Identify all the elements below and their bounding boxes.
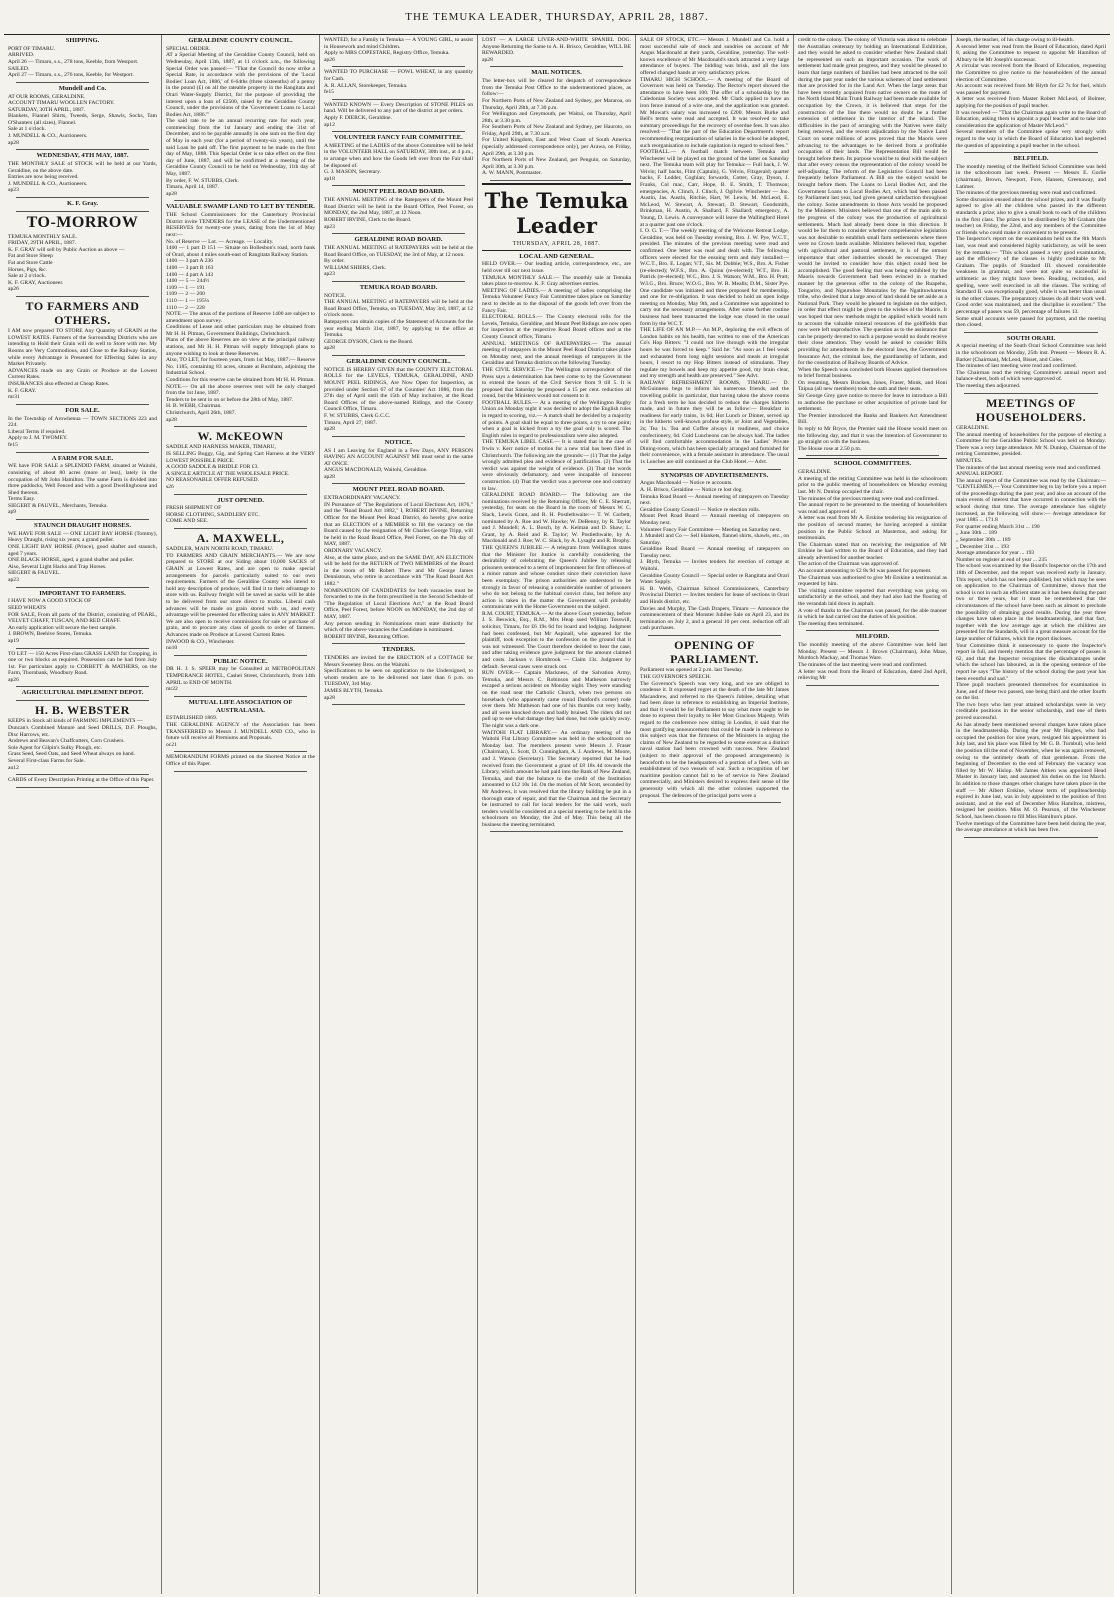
rule-divider	[16, 452, 149, 453]
masthead	[482, 183, 631, 251]
article-body: SPECIAL ORDER. AT a Special Meeting of the Geraldine County Council, held on Wednesday, April 13th, 1887, at 11 o'clock a.m., the following Special Order was passed:— "That the Council do now strike a Special Rate, in accordance with the provisions of the 'Local Bodies' Loan Act, 1886,' of 6-64ths (three sixteenths) of a penny in the pound (£) on all the rateable property in the Rangitata and Orari Water-Supply District, for the purpose of providing the interest upon a loan of £2500, raised by the Geraldine County Council, under the provisions of the 'Government Loans to Local Bodies Act, 1886.'" The said rate to be an annual recurring rate for each year, commencing from the 1st January and ending the 31st of December, and to be payable annually in one sum on the first day of May in each year (for a period of twenty-six years), until the said Loan be paid off. The first payment to be made on the first day of May, 1888. This Special Order is to take effect on the first day of June, 1887, and will be confirmed at a meeting of the Geraldine County Council to be held on Wednesday, 11th day of May, 1887. By order, F. W. STUBBS, Clerk. Timaru, April 14, 1887. ap28	[166, 45, 315, 197]
article-heading: TO-MORROW	[26, 213, 139, 231]
rule-divider	[490, 66, 623, 67]
column-2	[162, 35, 320, 1594]
article-block	[8, 455, 157, 517]
rule-divider	[174, 751, 307, 752]
rule-divider	[332, 99, 465, 100]
article-heading: VOLUNTEER FANCY FAIR COMMITTEE.	[334, 134, 463, 142]
rule-divider	[648, 635, 781, 636]
article-heading: A. MAXWELL,	[196, 531, 285, 546]
rule-divider	[332, 66, 465, 67]
article-heading: LOCAL AND GENERAL.	[519, 252, 594, 260]
rule-divider	[964, 332, 1098, 333]
masthead-date: THURSDAY, APRIL 28, 1887.	[512, 240, 601, 247]
article-body: The letter-box will be cleared for despatch of correspondence from the Temuka Post Office to the undermentioned places, as follow:— For Northern Ports of New Zealand and Sydney, per Mararoa, on Thursday, April 28th, at 7.30 p.m. For Wellington and Greymouth, per Waitui, on Thursday, April 28th, at 3.30 p.m. For Southern Ports of New Zealand and Sydney, per Hauroto, on Friday, April 29th, at 7.30 a.m. For United Kingdom, East and West Coast of South America (specially addressed correspondence only), per Arawa, on Friday, April 29th, at 3.30 p.m. For Northern Ports of New Zealand, per Penguin, on Saturday, April 30th, at 3.30 p.m. A. W. MANN, Postmaster.	[482, 78, 631, 177]
article-heading: GERALDINE COUNTY COUNCIL.	[188, 37, 293, 44]
article-body: WANTED KNOWN — Every Description of STONE PILES on hand. Will be delivered to any part of the district at per orders. Apply F. DIERCK, Geraldine. ap12	[324, 101, 473, 128]
rule-divider	[332, 233, 465, 234]
article-body: WE HAVE FOR SALE — ONE LIGHT BAY HORSE (Tommy), Heavy Draught, rising six years; a grand puller. ONE LIGHT BAY HORSE (Prince), good shafter and staunch, aged 7 years. ONE BLACK HORSE, aged, a grand shafter and puller. Also, Several Light Hacks and Trap Horses. SIEGERT & FAUVEL. ap23	[8, 530, 157, 583]
article-block	[166, 429, 315, 490]
rule-divider	[332, 704, 465, 705]
article-block	[8, 689, 157, 697]
article-body: Angus Macdonald — Notice re accounts. A. H. Brisco, Geraldine — Notice re lost dog. Temuka Road Board — Annual meeting of ratepayers on Tuesday next. Geraldine County Council — Notice re election rolls. Mount Peel Road Board — Annual meeting of ratepayers on Monday next. Volunteer Fancy Fair Committee — Meeting on Saturday next. J. Mundell and Co — Sell blankets, flannel shirts, shawls, etc., on Saturday. Geraldine Road Board — Annual meeting of ratepayers on Tuesday next. J. Blyth, Temuka — Invites tenders for erection of cottage at Waitohi. Geraldine County Council — Special order re Rangitata and Orari Water Supply. H. B. Webb, Chairman School Commissioners, Canterbury Provincial District — Invites tenders for lease of sections in Orari and Hinds district, etc. Davies and Murphy, The Cash Drapers, Timaru — Announce the commencement of their Monster Jubilee Sale on April 23, and its termination on July 2, and a general 10 per cent. reduction off all cash purchases.	[640, 480, 789, 632]
rule-divider	[490, 180, 623, 181]
article-block	[482, 69, 631, 177]
rule-divider	[174, 655, 307, 656]
rule-divider	[964, 837, 1098, 838]
article-block	[166, 531, 315, 652]
rule-divider	[332, 185, 465, 186]
article-block	[324, 439, 473, 481]
article-heading: MEETINGS OF HOUSEHOLDERS.	[975, 395, 1087, 424]
article-block	[166, 754, 315, 767]
article-block	[324, 358, 473, 433]
article-body: TO LET — 150 Acres First-class GRASS LAND for Cropping, in one or two blocks as required. Possession can be had from July 1st. For particulars apply to CORBETT & MATHERS, on the Farm, Thornbank, Woodbury Road. ap26	[8, 650, 157, 683]
article-heading: BELFIELD.	[1013, 155, 1049, 163]
article-body: WE have FOR SALE a SPLENDID FARM, situated at Waitohi, consisting of about 80 acres (more or less), lately in the occupation of Mr John Hamilton. The same Farm is divided into three paddocks, Well Fenced and with a good Dwellinghouse and Shed thereon. Terms Easy. SIEGERT & FAUVEL, Merchants, Temuka. ap9	[8, 463, 157, 516]
article-body: MEMORANDUM FORMS printed on the Shortest Notice at the Office of this Paper.	[166, 754, 317, 767]
article-block	[8, 703, 157, 771]
article-body: KEEPS in Stock all kinds of FARMING IMPLEMENTS — Duncan's Combined Manure and Seed DRILLS, D.F. Ploughs, Disc Harrows, etc. Andrews and Beavan's Chaffcutters, Corn Crushers. Sole Agent for Gilpin's Sulky Plough, etc. Grass Seed, Seed Oats, and Seed Wheat always on hand. Several First-class Farms for Sale. au12	[8, 718, 157, 771]
article-heading: TENDERS.	[382, 646, 415, 654]
article-block	[798, 633, 947, 681]
column-7	[952, 35, 1110, 1594]
article-body: Parliament was opened at 2 p.m. last Tuesday. THE GOVERNOR'S SPEECH. The Governor's Speech was very long, and we are obliged to condense it. It expressed regret at the death of the late Mr James Macandrew, and referred to the Queen's Jubilee, detailing what had been done in reference to establishing an Imperial Institute, and that it would be for Parliament to say what more ought to be done to express their loyalty to Her Most Gracious Majesty. With regard to the conference now sitting in London, it said that the most gratifying announcement that could be made in reference to this subject was that the firmness of the Ministers in urging the claims of New Zealand to be regarded to some extent as a distinct naval station had been crowned with success. New Zealand (subject to their approval of the proposed arrangements) is henceforth to be the headquarters of a portion of a fleet, with an establishment of two vessels of war. Such a recognition of her maritime position cannot fail to be of service to New Zealand commercially, and Ministers desired to express their sense of the generosity with which all the other colonies supported the proposal. The defences of the principal ports were a	[640, 667, 789, 799]
article-block	[8, 522, 157, 584]
article-block	[8, 777, 157, 784]
rule-divider	[16, 211, 149, 212]
article-block	[798, 458, 947, 627]
article-heading: TO FARMERS AND OTHERS.	[25, 298, 140, 328]
article-block	[8, 152, 157, 194]
rule-divider	[806, 685, 939, 686]
article-body: THE MONTHLY SALE of STOCK will be held at our Yards, Geraldine, on the above date. Entries are now being received. J. MUNDELL & CO., Auctioneers. ap23	[8, 161, 157, 194]
rule-divider	[16, 787, 149, 788]
rule-divider	[174, 426, 307, 427]
rule-divider	[16, 519, 149, 520]
article-body: PORT OF TIMARU. ARRIVED. April 26 — Timaru, s.s., 278 tons, Keeble, from Westport. SAILED. April 27 — Timaru, s.s., 276 tons, Keeble, for Westport.	[8, 45, 139, 79]
article-body: TENDERS are invited for the ERECTION of a COTTAGE for Messrs Sweeney Bros. on the Waitohi. Specifications to be seen on application to the Undersigned, to whom tenders are to be delivered not later than 6 p.m. on TUESDAY, 3rd May. JAMES BLYTH, Temuka. ap28	[324, 655, 473, 701]
article-body: AT OUR ROOMS, GERALDINE. ACCOUNT TIMARU WOOLLEN FACTORY. SATURDAY, 30TH APRIL, 1887. Blankets, Flannel Shirts, Tweeds, Serge, Shawls, Socks, Tam O'Shanters (all sizes), Flannel. Sale at 1 o'clock. J. MUNDELL & CO., Auctioneers. ap28	[8, 93, 157, 146]
rule-divider	[332, 643, 465, 644]
article-heading: W. McKEOWN	[197, 429, 284, 444]
article-block	[324, 134, 473, 182]
article-heading: MAIL NOTICES.	[531, 69, 582, 77]
article-body: The monthly meeting of the Belfield School Committee was held in the schoolroom last week. Present — Messrs E. Gorlie (chairman), Brown, Newport, Fore, Hansen, Greenaway, and Latimer. The minutes of the previous meeting were read and confirmed. Some discussion ensued about the school prizes, and it was finally agreed to give all the children who passed in the different standards a prize; also to give a small book to each of the children in the first class. The prizes to be distributed by Mr Graham (the teacher) on Friday, the 22nd, and any members of the Committee or friends who could make it convenient to be present. The Inspector's report on the examination held on the 8th March last, was read and considered highly satisfactory, as will be seen by the remarks:— "This school passed a very good examination, and the efficiency of the classes is highly creditable to Mr Graham. The pupils of Standard III. showed considerable weakness in grammar, and were not quite so successful in arithmetic as they might have been. Reading, recitation, and spelling, were well exercised in all the classes. The writing of Standard II. was exceptionally good, while it was better than usual in the other classes. The preparatory classes do all their work well. Good order was maintained, and the discipline is excellent." The percentage of passes was 59, percentage of failures 13. Some small accounts were passed for payment, and the meeting then closed.	[956, 163, 1106, 329]
rule-divider	[332, 483, 465, 484]
article-body: GERALDINE. The annual meeting of householders for the purpose of electing a Committee for the Geraldine Public School was held on Monday. There was a very large attendance. Mr N. Dunlop, Chairman of the retiring Committee, presided. MINUTES. The minutes of the last annual meeting were read and confirmed. ANNUAL REPORT. The annual report of the Committee was read by the Chairman:— "GENTLEMEN,— Your Committee beg to lay before you a report of the proceedings during the past year, and also an account of the main events of interest that have occurred in connection with the school during that time. The average attendance has slightly increased, as the following will show:— Average attendance for year 1885 ... 171.8 For quarter ending March 31st ... 190 „ June 30th ... 189 „ September 30th ... 189 „ December 31st ... 193 Average attendance for year ... 193 Number on register at end of year ... 235 The school was examined by the Board's Inspector on the 17th and 18th of December, and the report was received early in January. This report, which has not been published, but which may be seen on application to the Chairman of Committee, shows that the school is not in such an efficient state as it has been during the past two or three years, but it must be remembered that the circumstances of the school have been such as almost to preclude the possibility of obtaining good results. During the year three changes have taken place in the headmastership, and that fact, together with the low average age at which the children are presented for the Standards, will in a great measure account for the large number of failures, which the report discloses. Your Committee think it unnecessary to quote the Inspector's report in full, and merely mention that the percentage of passes is 62, and that the Inspector recognises the disadvantages under which the school has laboured, as in the opening sentence of the report he says "The history of the school during the past year has been eventful and sad." Three pupil teachers presented themselves for examination in June, and of these two passed, one being third and the other fourth on the list. The two boys who last year attained scholarships were in very creditable positions in the senior scholarship, and one of them proved successful. As has already been mentioned several changes have taken place in the headmastership. During the year Mr Hughes, who had occupied the position for nine years, resigned his appointment in July last, and his place was filled by Mr G. B. Turnbull, who held the position till the end of November, when he was again removed, owing to the untimely death of that gentleman. From the beginning of December to the end of February the vacancy was filled by Mr W. Hislop. Mr James Aitken was appointed Head Master in January last, and assumed his duties on the 1st March. In addition to those changes other changes have taken place in the staff — Mr Albert Erskine, whose term of pupilteachership expired in June last, was in July appointed to the position of first assistant, and at the end of December Miss Hamilton, mistress, resigned her position. Miss M. O. Pearson, of the Winchester School, has been chosen to fill Miss Hamilton's place. Twelve meetings of the Committee have been held during the year, the average attendance at which has been five.	[956, 424, 1106, 834]
article-block	[956, 37, 1106, 149]
rule-divider	[332, 131, 465, 132]
masthead-title: The Temuka Leader	[484, 188, 629, 238]
rule-divider	[16, 648, 149, 649]
column-4	[478, 35, 636, 1594]
rule-divider	[332, 281, 465, 282]
article-body: WANTED TO PURCHASE — FOWL WHEAT, in any quantity for Cash. A. R. ALLAN, Storekeeper, Temuka. fe15	[324, 69, 473, 96]
rule-divider	[174, 528, 307, 529]
article-body: EXTRAORDINARY VACANCY. IN Pursuance of "The Regulations of Local Elections Act, 1876," and the "Road Board Act 1882," I, ROBERT IRVINE, Returning Officer for the Mount Peel Road District, do hereby give notice that an ELECTION of a MEMBER to fill the vacancy on the Board caused by the resignation of Mr Charles George Tripp, will be held in the Road Board Office, Peel Forest, on the 7th day of MAY, 1887. ORDINARY VACANCY. Also, at the same place, and on the SAME DAY, AN ELECTION will be held for the RETURN of TWO MEMBERS of the Board in the room of Mr Robert Thew and Mr George James Dennistoun, who retire in accordance with "The Road Board Act 1882." NOMINATION OF CANDIDATES for both vacancies must be forwarded to me in the form prescribed in the Second Schedule of "The Regulation of Local Elections Act," at the Road Board Office, Peel Forest, before NOON on MONDAY, the 2nd day of MAY, 1887. Any person sending in Nominations must state distinctly for which of the above vacancies the Candidate is nominated. ROBERT IRVINE, Returning Officer.	[324, 495, 473, 640]
article-block	[482, 37, 631, 63]
rule-divider	[806, 630, 939, 631]
article-block	[324, 102, 473, 128]
article-body: DR H. J. S. SPEER may be Consulted at METROPOLITAN TEMPERANCE HOTEL, Cashel Street, Christchurch, from 14th APRIL to END OF MONTH. mr22	[166, 666, 315, 693]
article-block	[324, 236, 473, 278]
article-block	[956, 335, 1106, 390]
article-heading: OPENING OF PARLIAMENT.	[670, 638, 759, 667]
article-heading: MOUNT PEEL ROAD BOARD.	[352, 486, 445, 494]
article-block	[8, 407, 157, 449]
article-block	[324, 284, 473, 352]
article-heading: SOUTH ORARI.	[1006, 334, 1056, 342]
article-heading: TEMUKA ROAD BOARD.	[359, 283, 438, 291]
article-body: LOST — A LARGE LIVER-AND-WHITE SPANIEL DOG. Anyone Returning the Same to A. H. Brisco, Geraldine, WILL BE REWARDED. ap28	[482, 37, 631, 63]
article-body: CARDS of Every Description Printing at the Office of this Paper.	[8, 777, 155, 784]
article-block	[956, 155, 1106, 329]
running-head: THE TEMUKA LEADER, THURSDAY, APRIL 28, 1887.	[4, 0, 1110, 35]
article-block	[324, 69, 473, 95]
rule-divider	[648, 802, 781, 803]
rule-divider	[16, 197, 149, 198]
article-heading: AGRICULTURAL IMPLEMENT DEPOT.	[21, 689, 144, 697]
article-heading: MILFORD.	[855, 633, 890, 641]
article-heading: FOR SALE.	[65, 406, 100, 414]
article-block	[8, 37, 157, 79]
rule-divider	[964, 152, 1098, 153]
article-heading: MUTUAL LIFE ASSOCIATION OF AUSTRALASIA.	[188, 698, 293, 714]
article-body: A special meeting of the South Orari School Committee was held in the schoolroom on Monday, 25th inst. Present — Messrs R. A. Barker (Chairman), McLeod, Bisset, and Coles. The minutes of last meeting were read and confirmed. The Chairman read the retiring Committee's annual report and balance-sheet, both of which were approved of. The meeting then adjourned.	[956, 343, 1106, 390]
article-block	[166, 203, 315, 423]
article-body: HELD OVER.— Our leading article, correspondence, etc., are held over till our next issue. TEMUKA MONTHLY SALE.— The monthly sale at Temuka takes place to-morrow. K. F. Gray advertises entries. MEETING OF LADIES.— A meeting of ladies comprising the Temuka Volunteer Fancy Fair Committee takes place on Saturday next to decide as to the disposal of the goods left over from the Fancy Fair. ELECTORAL ROLLS.— The County electoral rolls for the Levels, Temuka, Geraldine, and Mount Peel Ridings are now open for inspection at the respective Road Board offices and at the County Council office, Timaru. ANNUAL MEETINGS OF RATEPAYERS.— The annual meeting of ratepayers in the Mount Peel Road District takes place on Monday next, and the annual meetings of ratepayers in the Geraldine and Temuka districts on the following Tuesday. THE CIVIL SERVICE.— The Wellington correspondent of the Press says a determination has been come to by the Government to extend the hours of the Civil Service from 9 till 5. It is proposed that Saturday be proposed a 15 per cent. reduction all round, but the Ministers would not consent to it. FOOTBALL RULES.— At a meeting of the Wellington Rugby Union on Monday night it was decided to adopt the English rules in regard to scoring, viz.— A match shall be decided by a majority of points. A goal shall be equal to three points, a try to one point; when a goal is kicked from a try the goal only is scored. The English rules in regard to professionalism were also adopted. THE TEMUKA LIBEL CASE.— It is stated that in the case of Irwin v. Kerr notice of motion for a new trial has been filed in Christchurch. The following are the grounds:— (1) That the judge wrongly admitted plea and evidence of justification. (2) That the verdict was against the weight of evidence. (3) That the words were obviously defamatory, and were incapable of innocent construction. (4) That the verdict was a perverse one and contrary to law. GERALDINE ROAD BOARD.— The following are the nominations received by the Returning Officer, Mr C. E. Sherratt, yesterday, for seats on the Board in the room of Messrs W. C. Slack, Lewis Grant, and R. H. Postlethwaite:— T. W. Corbett, nominated by A. Roe and W. Hawke; W. DeBenny, by R. Taylor and J. Mundell; A. L. Bosch, by A. Kelman and D. Shaw; L. Grant, by A. Reid and R. Taylor; W. Postlethwaite, by A. Macdonald and J. Roe; W. C. Slack, by A. Lysaght and R. Brophy. THE QUEEN'S JUBILEE.— A telegram from Wellington states that the Minister for Justice is carefully considering the desirability of celebrating the Queen's Jubilee by releasing prisoners sentenced to a term of imprisonment for first offences of a minor nature and whose conduct since their conviction have been exemplary. The prison authorities are understood to be strongly in favor of releasing a considerable number of prisoners who do not belong to the habitual convict class, but before any action is taken in the matter the Government will probably communicate with the Home Government on the subject. R.M. COURT, TEMUKA.— At the above Court yesterday, before J. S. Beswick, Esq., R.M., Mrs Heap sued William Tosswill, solicitor, Timaru, for £6 19s 6d for board and lodging. Judgment had been confessed, but Mr Aspinall, who appeared for the plaintiff, took exception to the confession on the ground that it was not witnessed. The Court therefore decided to hear the case, and after taking evidence gave judgment for the amount claimed and costs. Jackson v. Hornbrook — Claim 13s. Judgment by default. Several cases were struck out. RUN OVER.— Captain Mackness, of the Salvation Army, Temuka, and Messrs C. Robinson and Matheson narrowly escaped a serious accident on Monday night. They were standing on the road near the Catholic Church, when two persons on horseback (who apparently came round Dunford's corner) rode over them. Mr Matheson had one of his thumbs cut very badly, and all were knocked down and badly bruised. The riders did not pull up to see what damage they had done, but rode quickly away. The night was a dark one. WAITOHI FLAT LIBRARY.— An ordinary meeting of the Waitohi Flat Library Committee was held in the schoolroom on Monday last. The members present were Messrs J. Fraser (Chairman), L. Scott, D. Cunningham, A. J. Andrews, M. Moore, and J. Watson (Secretary). The Secretary reported that he had received from the Government a grant of £8 18s 4d towards the Library, which amount he had paid into the Bank of New Zealand, Temuka, and that the balance to the credit of the Institution amounted to £12 10s 1d. On the motion of Mr Scott, seconded by Mr Andrews, it was resolved that the library building be put in a thorough state of repair, and that the Chairman and the Secretary be instructed to call for local tenders for the said work, such tenders would be considered at a special meeting to be held in the schoolroom on Monday, the 2nd of May. This being all the business the meeting terminated.	[482, 261, 631, 828]
article-body: ESTABLISHED 1869. THE GERALDINE AGENCY of the Association has been TRANSFERRED to Messrs J. MUNDELL AND CO., who in future will receive all Premiums and Proposals. oc21	[166, 715, 315, 748]
article-heading: STAUNCH DRAUGHT HORSES.	[33, 522, 132, 530]
article-heading: PUBLIC NOTICE.	[213, 657, 268, 665]
article-body: I AM now prepared TO STORE Any Quantity of GRAIN at the LOWEST RATES. Farmers of the Surrounding Districts who are intending to Hold their Grain will do well to Store with me. My Rooms are Very Commodious, and Close to the Railway Station, while every Advantage is Presented for Effecting Sales in any Market Privately. ADVANCES made on any Grain or Produce at the Lowest Current Rates. INSURANCES also effected at Cheap Rates. K. F. GRAY. mr31	[8, 328, 157, 401]
rule-divider	[174, 771, 307, 772]
article-body: I HAVE NOW A GOOD STOCK OF SEED WHEATS FOR SALE, From all parts of the District, consisting of PEARL, VELVET CHAFF, TUSCAN, AND RED CHAFF. An early application will secure the best sample. J. BROWN, Beehive Stores, Temuka. ap19	[8, 598, 157, 644]
article-block	[8, 651, 157, 684]
article-block	[956, 396, 1106, 834]
article-block	[482, 253, 631, 829]
rule-divider	[16, 404, 149, 405]
article-body: THE ANNUAL MEETING of the Ratepayers of the Mount Peel Road District will be held in the Board Office, Peel Forest, on MONDAY, the 2nd May, 1887, at 12 Noon. ROBERT IRVINE, Clerk to the Board. ap23	[324, 197, 473, 230]
article-body: GERALDINE. A meeting of the retiring Committee was held in the schoolroom prior to the public meeting of householders on Monday evening last. Mr N. Dunlop occupied the chair. The minutes of the previous meeting were read and confirmed. The annual report to be presented to the meeting of householders was read and approved of. A letter was read from Mr A. Erskine tendering his resignation of the position of second master, he having accepted a similar position in the Public School at Masterton, and asking for testimonials. The Chairman stated that on receiving the resignation of Mr Erskine he had written to the Board of Education, and they had already advertised for another teacher. The action of the Chairman was approved of. An account amounting to £2 8s 9d was passed for payment. The Chairman was authorised to give Mr Erskine a testimonial as requested by him. The visiting committee reported that everything was going on satisfactorily at the school, and they had also had the flooring of the verandah laid down in asphalt. A vote of thanks to the Chairman was passed, for the able manner in which he had carried out the duties of his position. The meeting then terminated.	[798, 469, 947, 627]
article-block	[8, 200, 157, 208]
article-block	[8, 214, 157, 293]
article-block	[324, 37, 473, 63]
article-block	[640, 472, 789, 632]
article-block	[640, 638, 789, 799]
rule-divider	[16, 296, 149, 297]
article-heading: Mundell and Co.	[58, 84, 107, 92]
article-body: SADDLER, MAIN NORTH ROAD, TIMARU. TO FARMERS AND GRAIN MERCHANTS.— We are now prepared to STORE at our Siding about 10,000 SACKS of GRAIN at Lowest Rates, and are open to make special arrangements for parcels particularly suited to our own requirements. Farmers of the Geraldine County who intend to hold any description of produce, will find it to their advantage to store with us. Railway freight will be saved as sacks will be able to be delivered from our store direct to trucks. Liberal cash advances will be made on grain stored with us, and every advantage will be presented for effecting sales in ANY MARKET. We are also open to receive commissions for sale or purchase of grain, and to procure any class of goods to order of farmers. Advances made on Produce at Lowest Current Rates. INWOOD & CO., Winchester. no10	[166, 546, 315, 652]
article-block	[166, 37, 315, 197]
article-heading: VALUABLE SWAMP LAND TO LET BY TENDER.	[166, 203, 315, 211]
article-block	[324, 188, 473, 230]
article-body: THE ANNUAL MEETING of RATEPAYERS will be held at the Road Board Office, on TUESDAY, the 3rd of May, at 12 noon. By order. WILLIAM SHIERS, Clerk. ap23	[324, 244, 473, 278]
rule-divider	[174, 494, 307, 495]
article-heading: IMPORTANT TO FARMERS.	[39, 589, 126, 597]
article-heading: MOUNT PEEL ROAD BOARD.	[352, 188, 445, 196]
article-body: The monthly meeting of the above Committee was held last Monday. Present — Messrs J. Brown (Chairman), John Maze, Murdoch Mackay, and Thomas Ware. The minutes of the last meeting were read and confirmed. A letter was read from the Board of Education, dated 2nd April, relieving Mr	[798, 642, 947, 682]
rule-divider	[16, 149, 149, 150]
article-block	[324, 486, 473, 640]
article-block	[8, 590, 157, 645]
article-body: In the Township of Arowhenua — TOWN SECTIONS 223 and 224. Liberal Terms if required. Apply to J. M. TWOMEY. fe15	[8, 415, 157, 448]
article-body: A MEETING of the LADIES of the above Committee will be held in the VOLUNTEER HALL on SATURDAY, 30th inst., at 4 p.m., to arrange when and how the Goods left over from the Fair shall be disposed of. G. J. MASON, Secretary. ap18	[324, 142, 473, 182]
rule-divider	[964, 393, 1098, 394]
rule-divider	[806, 455, 939, 456]
article-heading: GERALDINE COUNTY COUNCIL.	[346, 358, 451, 366]
article-block	[8, 85, 157, 147]
article-body: NOTICE IS HEREBY GIVEN that the COUNTY ELECTORAL ROLLS for the LEVELS, TEMUKA, GERALDINE, AND MOUNT PEEL RIDINGS, Are Now Open for Inspection, as provided under Section 67 of the Counties' Act 1886, from the 27th day of April until the 15th of May inclusive, at the Road Board Offices of the above-named Ridings, and the County Council Office, Timaru. F. W. STUBBS, Clerk G.C.C. Timaru, April 27, 1887. ap28	[324, 366, 473, 433]
article-heading: SHIPPING.	[65, 37, 100, 44]
article-body: THE School Commissioners for the Canterbury Provincial District invite TENDERS for the LEASE of the Undermentioned RESERVES for twenty-one years, dating from the 1st of May next:— No. of Reserve — Lot. — Acreage. — Locality. 1400 — 1 part D 151 — Situate on Bollesbon's road, north bank of Orari, about 4 miles south-east of Rangitata Railway Station. 1400 — 3 part A 236 1400 — 3 part B 163 1400 — 4 part A 143 1400 — 5 — 244½ 1109 — 1 — 191 1109 — 2 — 200 1110 — 1 — 195¼ 1110 — 2 — 228 NOTE.— The areas of the portions of Reserve 1400 are subject to amendment upon survey. Conditions of Lease and other particulars may be obtained from Mr H. H. Pitman, Government Buildings, Christchurch. Plans of the above Reserves are on view at the principal railway stations, and Mr H. H. Pitman will supply lithograph plans to anyone wishing to look at these Reserves. Also, TO LET, for fourteen years, from 1st May, 1887:— Reserve No. 1185, containing 83 acres, situate at Burnham, adjoining the Industrial School. Conditions for this reserve can be obtained from Mr H. H. Pitman. NOTE.— On all the above reserves rent will be only charged from the 1st June, 1887. Tenders to be sent in on or before the 28th of May, 1887. H. B. WEBB, Chairman. Christchurch, April 26th, 1887. ap28	[166, 212, 315, 423]
article-heading: JUST OPENED.	[217, 496, 264, 504]
article-body: FRESH SHIPMENT OF HORSE CLOTHING, SADDLERY ETC. COME AND SEE.	[166, 505, 260, 525]
rule-divider	[648, 469, 781, 470]
article-heading: K. F. Gray.	[66, 199, 99, 207]
article-heading: SYNOPSIS OF ADVERTISEMENTS.	[660, 471, 769, 479]
rule-divider	[16, 700, 149, 701]
rule-divider	[332, 436, 465, 437]
article-body: NOTICE. THE ANNUAL MEETING of RATEPAYERS will be held at the Road Board Office, Temuka, on TUESDAY, May 3rd, 1887, at 12 o'clock noon. Ratepayers can obtain copies of the Statement of Accounts for the year ending March 31st, 1887, by applying to the office at Temuka. GEORGE DYSON, Clerk to the Board. ap28	[324, 292, 473, 352]
rule-divider	[174, 696, 307, 697]
article-heading: GERALDINE ROAD BOARD.	[354, 236, 443, 244]
article-body: SADDLE AND HARNESS MAKER, TIMARU, IS SELLING Buggy, Gig, and Spring Cart Harness at the VERY LOWEST POSSIBLE PRICE. A GOOD SADDLE & BRIDLE FOR £3. A SINGLE ARTICLE AT THE WHOLESALE PRICE. NO REASONABLE OFFER REFUSED. s26	[166, 444, 315, 490]
column-1	[4, 35, 162, 1594]
article-body: AS I am Leaving for England in a Few Days, ANY PERSON HAVING AN ACCOUNT AGAINST ME must send in the same AT ONCE. ANGUS MACDONALD, Waitohi, Geraldine. ap28	[324, 447, 473, 480]
rule-divider	[16, 686, 149, 687]
article-heading: WEDNESDAY, 4TH MAY, 1887.	[36, 152, 129, 160]
column-5	[636, 35, 794, 1594]
article-body: TEMUKA MONTHLY SALE. FRIDAY, 29TH APRIL, 1887. K. F. GRAY will sell by Public Auction as above — Fat and Store Sheep Fat and Store Cattle Horses, Pigs, &c. Sale at 2 o'clock. K. F. GRAY, Auctioneer. ap26	[8, 233, 125, 293]
article-heading: SCHOOL COMMITTEES.	[798, 458, 947, 468]
article-heading: NOTICE.	[384, 438, 413, 446]
column-6	[794, 35, 952, 1594]
rule-divider	[16, 82, 149, 83]
rule-divider	[16, 774, 149, 775]
rule-divider	[174, 200, 307, 201]
article-body: WANTED, for a Family in Temuka — A YOUNG GIRL, to assist in Housework and mind Children. Apply to MRS COPESTAKE, Registry Office, Temuka. ap26	[324, 37, 473, 63]
article-heading: H. B. WEBSTER	[35, 703, 130, 718]
article-block	[640, 37, 789, 466]
columns-container	[4, 35, 1110, 1594]
rule-divider	[490, 831, 623, 832]
article-body: credit to the colony. The colony of Victoria was about to celebrate the Australian centenary by holding an International Exhibition, and they would be asked to consider whether New Zealand shall be represented on such an important occasion. The work of settlement had made great progress, and they would be pleased to learn that large numbers of families had been attracted to the soil during the past year under the various schemes of land settlement that are provided for in the Land Act. When the large areas that have been recently acquired from native owners on the route of the North Island Main Trunk Railway had been made available for occupation by the Crown, it is believed that steps for the construction of the line there would no doubt be a further extension of settlement in the interior of the island. The difficulties in the past of arranging with the Natives were daily being removed, and the recent adjudication by the Native Land Court on some millions of acres proved that the Maoris were advancing to the advantages to be derived from a profitable occupation of their lands. The Representation Bill would be brought before them. Its purpose would be to deal with the subject that after every census the representation of the colony would be self-adjusting. The reform of the Legislative Council had been frequently before Parliament. A Bill on the subject would be brought before them. The Loans to Local Bodies Act, and the Government Loans to Local Bodies Act, which had been passed by Parliament last year, had given general satisfaction throughout the colony. Some amendments in those Acts would be proposed by the Ministers. Ministers believed that one of the main aids to the progress of the colony was the production of agricultural settlements. Much had already been done in this direction. It would be for them to consider whether comprehensive legislation was not desirable to establish small farm settlements where there were no Crown lands available. Ministers believed that, together with agricultural and pastoral settlement, it is of the utmost importance that other industries should be encouraged. They would be invited to consider how this object could best be accomplished. The good feeling that was being exhibited by the Maoris towards Government had been evinced in a marked manner by the generous offer to the colony of the Ruapehu, Tongariro, and Ngauruhoe Mountains by the Ngatituwharetoa tribe, who desired that a large area of land should be set aside as a National Park. They would be pleased to legislate on the subject, in order that effect might be given to the wishes of the Maoris. It was hoped that new methods might be applied which would turn to account the valuable mineral resources of the goldfields that now were left unproductive. The question as to the assistance that can be properly devoted to such a purpose would no doubt receive their close attention. They would be asked to consider Bills providing for amendments in the electoral laws, the Government Insurance Act, the criminal law, the guardianship of infants, and for the constitution of Railway Boards of Advice. When the Speech was concluded both Houses applied themselves to brief formal business. On resuming, Messrs Bracken, Jones, Fraser, Monk, and Honi Taipua (all new members) took the oath and their seats. Sir George Grey gave notice to move for leave to introduce a Bill to authorise the purchase or other acquisition of private land for settlement. The Premier introduced the Banks and Bankers Act Amendment Bill. In reply to Mr Bryce, the Premier said the House would meet on the following day, and that it was the intention of Government to go straight on with the business. The House rose at 2.50 p.m.	[798, 37, 947, 452]
article-block	[798, 37, 947, 452]
article-body: SALE OF STOCK, ETC.— Messrs J. Mundell and Co. hold a most successful sale of stock and sundries on account of Mr Angus Macdonald at their yards, Geraldine, yesterday. The well-known excellence of Mr Macdonald's stock attracted a very large attendance of buyers. The bidding was brisk, and all the lots offered changed hands at very satisfactory prices. TIMARU HIGH SCHOOL.— A meeting of the Board of Governors was held on Tuesday. The Rector's report showed the attendance to have been 100. The offer of a scholarship by the Caledonian Society was accepted. Mr Clark applied to have an iron fence instead of a wire one, and the application was granted. Mr Mowat's salary was increased to £200. Messrs Burke and Bell's terms were read and accepted. It was resolved to take summary proceedings for the recovery of overdue fees. It was also resolved:— "That the part of the Education Department's report recommending reorganisation of salaries in the school be adopted, such reorganisation to include capitation in regard to school fees." FOOTBALL.— A football match between Temuka and Winchester will be played on the ground of the latter on Saturday next. The Temuka team will play for Temuka:— Full back, J. W. Velvin; half backs, Flint (Captain), G. Velvin, Fitzgerald; quarter backs, F. Lodder, Coghlan; forwards, Cotter, Gray, Dyson, J. Franks, Col mac, Carr, Hope, B. E. Smith, T. Thomson; emergencies, A. Clinch, J. Clinch, J. Ogilvie. Winchester — Jno. Austin, Jas. Austin, Ritchie, Hart, W. Lewis, M. McLeod, E. McLeod, W. Stewart, A. Stewart, D. Stewart, Goodsmith, Brinkman, H. Austin, A. Shallard, F. Shallard; emergency, A. Young, D. Lewis. A conveyance will leave the Wallingford Hotel at a quarter past one o'clock. I. O. G. T.— The weekly meeting of the Welcome Retreat Lodge, Geraldine, was held on Tuesday evening, Bro. J. W. Pye, W.C.T., presided. The minutes of the previous meeting were read and confirmed. One letter was read and dealt with. The following officers were elected for the ensuing term and duly installed:— W.C.T., Bro. E. Logan; V.T., Sis. M. Dobbie; W.S., Bro. A. Fisher (re-elected); W.F.S., Bro. A. Quinn (re-elected); W.T., Bro. H. Patrick (re-elected); W.C., Bro. J. S. Watson; W.M., Bro. H. Pratt; W.I.G., Bro. Bruce; W.O.G., Bro. W. R. Mealls; D.M., Sister Pye. One candidate was initiated and three proposed for membership, and one for re-obligation. It was decided to hold an open lodge meeting on Monday, May 9th, and a Committee was appointed to carry out the necessary arrangements. After some further routine business had been transacted the lodge was closed in the usual form by the W.C.T. THE LIFE OF AN M.P.— An M.P., deploring the evil effects of London habits on his health, has written to one of the American Co's Hop Bitters: "I could not live through with the irregular hours he was forced to keep." Said he: "As soon as I feel weak and exhausted from long night sessions and meals at irregular hours, I resort to my Hop Bitters instead of stimulants. They regulate my bowels and keep my appetite good, my brain clear, and my strength and health are preserved." See Advt. RAILWAY REFRESHMENT ROOMS, TIMARU.— D. McGuinness begs to inform his numerous friends, and the travelling public in particular, that having taken the above rooms for a fresh term he has decided to reduce the charges hitherto made, and in future they will be as follow:— Breakfast in readiness for early trains, 1s 6d; Hot Lunch or Dinner, served up in the hitherto well-known profuse style, or Joint and Vegetables, 2s; Tea 1s. Tea and Coffee always in readiness, and choice confectionery, 6d. Cold Luncheons can be always had. The ladies will find comfortable accommodation in the Ladies' Private Dining-room, which has been specially arranged and furnished for their convenience, with a female assistant in attendance. The usual 1s Lunches are still continued at the Club Hotel.— Advt.	[640, 37, 789, 465]
article-body: Joseph, the teacher, of his charge owing to ill-health. A second letter was read from the Board of Education, dated April 8, asking the Committee to request to appoint Mr Hamilton of Albury to be Mr Joseph's successor. A circular was received from the Board of Education, requesting the Committee to give notice to the householders of the annual election of Committee. An account was received from Mr Blyth for £2 7s for fuel, which was passed for payment. A letter was received from Master Robert McLeod, of Bolmer, applying for the position of pupil teacher. It was resolved — "That the Chairman again write to the Board of Education, asking them to appoint a pupil teacher and to take into consideration the application of Master McLeod." Several members of the Committee spoke very strongly with regard to the way in which the Board of Education had neglected the question of appointing a pupil teacher in the school.	[956, 37, 1106, 149]
article-block	[166, 658, 315, 693]
article-block	[8, 299, 157, 401]
article-heading: A FARM FOR SALE.	[51, 454, 114, 462]
rule-divider	[332, 355, 465, 356]
article-block	[324, 646, 473, 701]
rule-divider	[16, 587, 149, 588]
column-3	[320, 35, 478, 1594]
article-block	[166, 497, 315, 526]
article-block	[166, 699, 315, 749]
